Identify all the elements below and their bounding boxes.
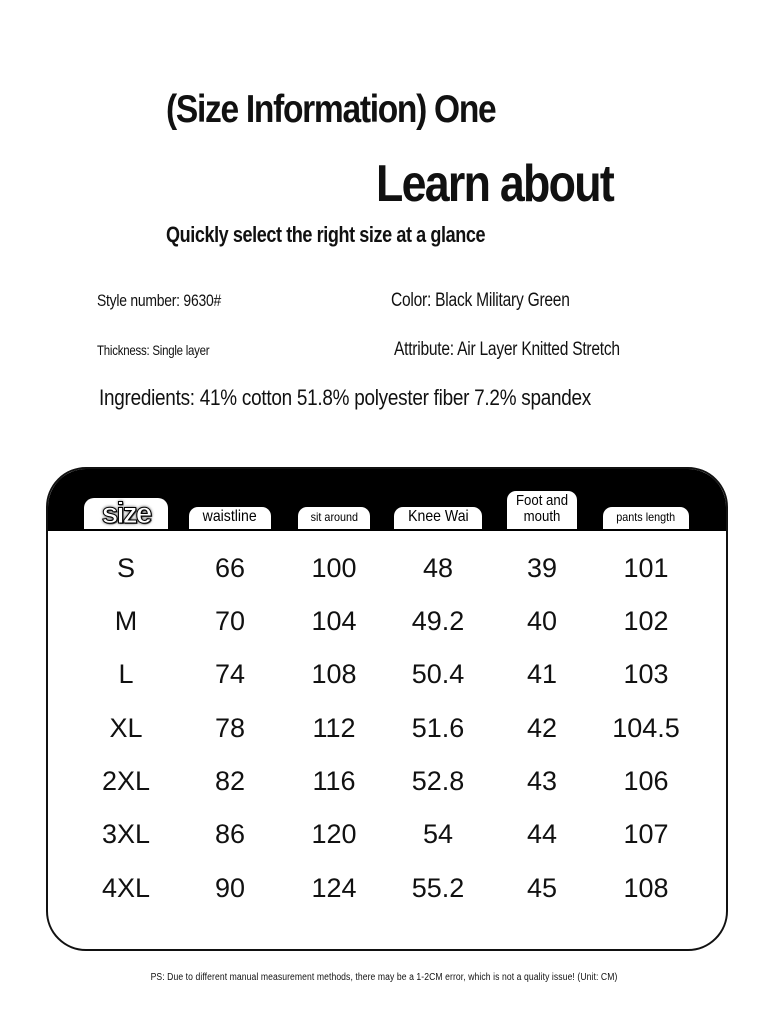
cell-waistline: 82 [214,765,246,796]
size-table [46,467,728,951]
cell-size: 2XL [101,765,151,796]
thickness-spec: Thickness: Single layer [97,342,210,358]
cell-knee: 48 [422,552,454,583]
cell-pants-length: 103 [623,658,669,689]
cell-foot-mouth: 42 [526,712,558,743]
cell-pants-length: 106 [623,765,669,796]
table-row [48,701,726,755]
cell-sit-around: 120 [311,818,357,849]
cell-sit-around: 116 [312,765,356,796]
header-size: size [101,496,151,530]
cell-size: M [114,605,138,636]
cell-foot-mouth: 45 [526,872,558,903]
cell-waistline: 70 [214,605,246,636]
cell-waistline: 74 [214,658,246,689]
cell-sit-around: 108 [311,658,357,689]
cell-sit-around: 104 [311,605,357,636]
header-knee: Knee Wai [407,508,469,526]
ingredients-spec: Ingredients: 41% cotton 51.8% polyester fiber 7.2% spandex [99,385,592,410]
title-line-2: Learn about [376,155,613,213]
cell-sit-around: 124 [311,872,357,903]
header-cell-sit-around [276,469,392,531]
cell-foot-mouth: 40 [526,605,558,636]
cell-knee: 54 [422,818,454,849]
header-pants-length: pants length [616,510,676,525]
cell-size: XL [109,712,143,743]
cell-pants-length: 108 [623,872,669,903]
cell-waistline: 66 [214,552,246,583]
table-row [48,647,726,701]
style-number: Style number: 9630# [97,291,221,310]
cell-waistline: 78 [214,712,246,743]
cell-pants-length: 102 [623,605,669,636]
cell-knee: 52.8 [411,765,465,796]
cell-size: 3XL [101,818,151,849]
table-row [48,594,726,648]
table-row [48,754,726,808]
header-cell-foot-mouth [484,469,600,531]
cell-size: S [116,552,135,583]
cell-knee: 55.2 [411,872,465,903]
color-spec: Color: Black Military Green [391,290,570,311]
cell-foot-mouth: 39 [526,552,558,583]
table-row [48,807,726,861]
table-row [48,861,726,915]
measurement-footnote: PS: Due to different manual measurement methods, there may be a 1-2CM error, which is not a quality issue! (Unit: CM) [150,972,618,983]
cell-foot-mouth: 44 [526,818,558,849]
header-sit-around: sit around [310,510,358,525]
cell-sit-around: 112 [312,712,356,743]
cell-pants-length: 107 [623,818,669,849]
header-cell-size [68,469,184,531]
attribute-spec: Attribute: Air Layer Knitted Stretch [394,339,620,360]
header-cell-pants-length [588,469,704,531]
cell-knee: 49.2 [411,605,465,636]
cell-knee: 50.4 [411,658,465,689]
cell-size: 4XL [101,872,151,903]
table-header-row [48,469,726,531]
cell-size: L [118,658,134,689]
header-waistline: waistline [202,508,257,526]
table-row [48,541,726,595]
cell-foot-mouth: 43 [526,765,558,796]
header-cell-waistline [172,469,288,531]
cell-waistline: 90 [214,872,246,903]
cell-knee: 51.6 [411,712,465,743]
cell-pants-length: 104.5 [612,712,680,743]
cell-pants-length: 101 [623,552,669,583]
header-cell-knee [380,469,496,531]
header-foot-mouth: Foot and mouth [515,492,569,526]
cell-waistline: 86 [214,818,246,849]
tagline: Quickly select the right size at a glance [166,222,486,247]
cell-sit-around: 100 [311,552,357,583]
title-line-1: (Size Information) One [166,88,496,131]
cell-foot-mouth: 41 [526,658,558,689]
